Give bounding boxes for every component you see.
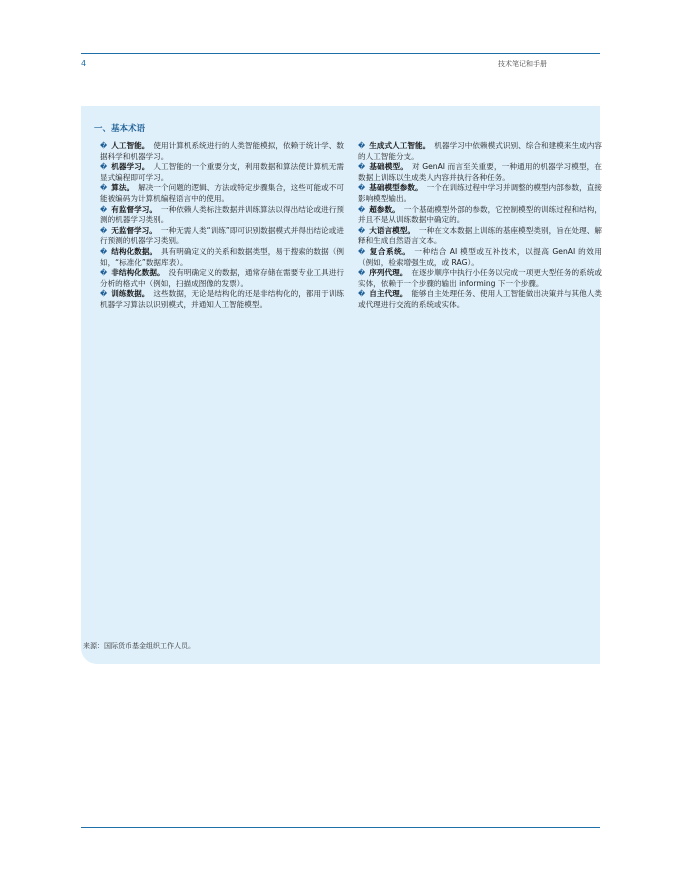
term-name: 训练数据。 [111,289,150,299]
term-entry [358,183,602,204]
section-heading: 一、基本术语 [94,124,146,134]
bullet-icon: � [100,269,108,278]
bullet-icon: � [100,142,108,150]
bullet-icon: � [100,163,108,172]
term-definition: 一种在文本数据上训练的基座模型类别，旨在处理、解释和生成自然语言文本。 [358,225,602,246]
bullet-icon: � [358,163,366,172]
term-name: 复合系统。 [369,246,411,256]
term-definition: 解决一个问题的逻辑、方法或特定步骤集合，这些可能或不可能被编码为计算机编程语言中的使用。 [100,183,345,203]
term-entry [100,162,344,183]
term-name: 非结构化数据。 [111,268,165,278]
footer-rule [81,827,600,828]
term-definition: 机器学习中依赖模式识别、综合和建模来生成内容的人工智能分支。 [358,141,603,161]
bullet-icon: � [100,226,108,235]
bullet-icon: � [358,184,366,193]
term-definition: 一个基础模型外部的参数，它控制模型的训练过程和结构，并且不是从训练数据中确定的。 [358,204,603,225]
term-definition: 能够自主处理任务、使用人工智能做出决策并与其他人类或代理进行交流的系统或实体。 [358,289,603,309]
term-entry [100,226,344,247]
term-definition: 在逐步顺序中执行小任务以完成一项更大型任务的系统或实体，依赖于一个步骤的输出 informing 下一个步骤。 [358,268,603,288]
term-definition: 没有明确定义的数据，通常存储在需要专业工具进行分析的格式中（例如，扫描成图像的发票）。 [100,268,345,288]
term-entry [358,289,602,310]
term-entry [100,268,344,289]
term-definition: 使用计算机系统进行的人类智能模拟，依赖于统计学、数据科学和机器学习。 [100,141,345,161]
term-name: 算法。 [111,183,135,193]
term-entry [358,226,602,247]
term-name: 序列代理。 [369,268,408,278]
bullet-icon: � [100,205,108,214]
header-rule [81,53,600,54]
term-definition: 对 GenAI 而言至关重要，一种通用的机器学习模型，在数据上训练以生成类人内容并执行各种任务。 [358,162,603,182]
term-entry [358,141,602,162]
term-name: 结构化数据。 [111,246,157,256]
term-entry [100,247,344,268]
term-definition: 这些数据，无论是结构化的还是非结构化的，都用于训练机器学习算法以识别模式，并通知人工智能模型。 [100,289,345,309]
term-entry [358,247,602,268]
term-definition: 一种无需人类“训练”即可识别数据模式并得出结论或进行预测的机器学习类别。 [100,225,344,246]
term-definition: 人工智能的一个重要分支，利用数据和算法使计算机无需显式编程即可学习。 [100,162,345,182]
term-name: 自主代理。 [369,289,408,299]
term-definition: 一种依赖人类标注数据并训练算法以得出结论或进行预测的机器学习类别。 [100,204,344,225]
right-term-list [358,141,602,311]
term-definition: 具有明确定义的关系和数据类型，易于搜索的数据（例如，“标准化”数据库表）。 [100,246,344,267]
term-name: 有监督学习。 [111,204,157,214]
term-name: 人工智能。 [111,141,150,150]
left-term-list [100,141,344,311]
term-entry [100,183,344,204]
bullet-icon: � [358,205,366,214]
bullet-icon: � [358,142,366,150]
term-name: 机器学习。 [111,162,150,172]
term-name: 大语言模型。 [369,225,415,235]
page-number: 4 [81,59,87,68]
bullet-icon: � [358,247,366,256]
term-name: 超参数。 [369,204,400,214]
source-note: 来源：国际货币基金组织工作人员。 [83,642,195,650]
bullet-icon: � [100,184,108,193]
term-name: 基础模型。 [369,162,408,172]
term-definition: 一种结合 AI 模型或互补技术，以提高 GenAI 的效用（例如，检索增强生成，或 RAG）。 [358,246,602,267]
term-name: 基础模型参数。 [369,183,423,193]
bullet-icon: � [100,247,108,256]
term-entry [358,205,602,226]
term-name: 无监督学习。 [111,225,157,235]
term-entry [100,141,344,162]
terminology-box [81,106,603,664]
term-name: 生成式人工智能。 [369,141,431,150]
running-title: 技术笔记和手册 [498,60,547,68]
bullet-icon: � [358,269,366,278]
bullet-icon: � [358,226,366,235]
term-entry [100,205,344,226]
term-entry [358,162,602,183]
term-entry [100,289,344,310]
term-definition: 一个在训练过程中学习并调整的模型内部参数，直接影响模型输出。 [358,183,603,203]
bullet-icon: � [100,290,108,299]
term-entry [358,268,602,289]
bullet-icon: � [358,290,366,299]
